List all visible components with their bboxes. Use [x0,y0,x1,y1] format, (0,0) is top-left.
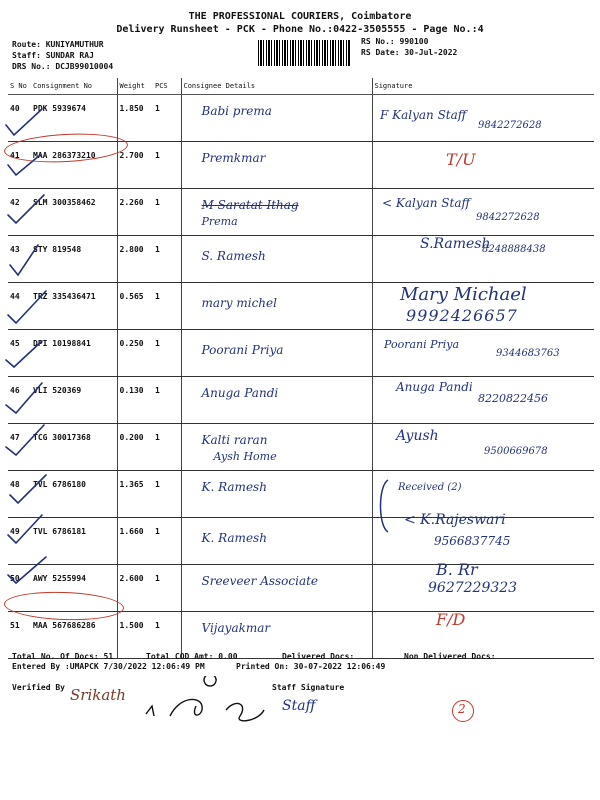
cell-weight: 2.800 [117,236,153,283]
printed-on: Printed On: 30-07-2022 12:06:49 [236,662,386,671]
page-mark: 2 [458,702,466,716]
check-icon [8,195,44,223]
cell-weight: 2.260 [117,189,153,236]
cell-consignment: VLI 520369 [31,377,117,424]
signature-44-phone: 9992426657 [406,306,518,325]
cell-consignment: MAA 567686286 [31,612,117,659]
cell-sno: 49 [8,518,31,565]
signature-42: < Kalyan Staff [382,196,471,210]
consignee-name: S. Ramesh [201,249,266,263]
consignee-name: mary michel [201,296,277,310]
cell-sno: 48 [8,471,31,518]
consignee-name: Anuga Pandi [201,386,279,400]
signature-45-phone: 9344683763 [496,348,560,359]
check-icon [10,475,46,503]
runsheet-subtitle [0,24,600,35]
cell-sno: 42 [8,189,31,236]
runsheet-title: THE PROFESSIONAL COURIERS, Coimbatore [188,11,412,22]
cell-consignee [181,424,372,471]
signature-43-phone: 8248888438 [482,244,546,255]
cell-signature [372,471,594,518]
table-row [8,236,594,283]
consignee-name-2: Prema [201,215,238,228]
cell-consignment: MAA 286373210 [31,142,117,189]
cell-consignee [181,377,372,424]
cell-pcs: 1 [153,565,181,612]
cell-consignment: TVL 6786181 [31,518,117,565]
cell-pcs: 1 [153,142,181,189]
cell-consignee [181,518,372,565]
staff-signature: Staff [282,698,316,714]
cell-consignment: AWY 5255994 [31,565,117,612]
table-header-row [8,78,594,95]
subtitle-page: - Page No.:4 [411,24,484,35]
check-icon [8,155,40,175]
consignee-name: Babi prema [201,104,272,118]
entered-by: Entered By :UMAPCK 7/30/2022 12:06:49 PM [12,662,205,671]
cell-signature [372,330,594,377]
consignee-name: Kalti raran [201,433,268,447]
table-row [8,471,594,518]
check-icon [8,291,46,323]
delivered-docs: Delivered Docs: [282,652,355,661]
col-header-weight: Weight [117,78,153,95]
cell-consignment: PDK 5939674 [31,95,117,142]
rs-date: RS Date: 30-Jul-2022 [361,48,458,57]
non-delivered-docs: Non Delivered Docs: [404,652,496,661]
signature-46-phone: 8220822456 [478,392,548,405]
check-icon [8,515,42,543]
consignee-name: Poorani Priya [201,343,284,357]
cell-consignment: DPI 10198841 [31,330,117,377]
cell-sno: 50 [8,565,31,612]
consignee-name: K. Ramesh [201,480,267,494]
cell-consignee [181,189,372,236]
rs-number: RS No.: 990100 [361,37,429,46]
cell-sno: 40 [8,95,31,142]
cell-pcs: 1 [153,330,181,377]
cell-consignment: STY 819548 [31,236,117,283]
cell-weight: 1.660 [117,518,153,565]
cell-weight: 2.600 [117,565,153,612]
signature-40-phone: 9842272628 [478,120,542,131]
signature-51: F/D [436,610,466,629]
cell-consignee [181,236,372,283]
check-icon [6,383,42,413]
cell-signature [372,142,594,189]
cell-pcs: 1 [153,424,181,471]
col-header-pcs: PCS [153,78,181,95]
col-header-consignment: Consignment No [31,78,117,95]
drs-label: DRS No.: DCJB99010004 [12,62,114,71]
route-label: Route: KUNIYAMUTHUR [12,40,104,49]
cell-pcs: 1 [153,95,181,142]
cell-consignment: TVL 6786180 [31,471,117,518]
cell-consignee [181,565,372,612]
signature-50-phone: 9627229323 [428,580,518,596]
signature-40: F Kalyan Staff [380,108,467,122]
barcode [258,40,350,66]
cell-pcs: 1 [153,471,181,518]
consignee-name: Premkmar [201,151,266,165]
signature-49-phone: 9566837745 [434,534,511,548]
cell-weight: 1.365 [117,471,153,518]
cell-pcs: 1 [153,236,181,283]
cell-weight: 2.700 [117,142,153,189]
total-cod: Total COD Amt: 0.00 [146,652,238,661]
col-header-signature: Signature [372,78,594,95]
cell-consignment: SLM 300358462 [31,189,117,236]
cell-weight: 0.200 [117,424,153,471]
signature-46: Anuga Pandi [396,380,473,394]
cell-pcs: 1 [153,283,181,330]
consignee-name: Sreeveer Associate [201,574,319,588]
bracket-mark [372,476,396,536]
col-header-sno: S No [8,78,31,95]
cell-consignee [181,95,372,142]
signature-45: Poorani Priya [384,338,460,351]
runsheet-table [8,78,594,659]
signature-42-phone: 9842272628 [476,212,540,223]
col-header-consignee: Consignee Details [181,78,372,95]
signature-47-phone: 9500669678 [484,446,548,457]
cell-sno: 44 [8,283,31,330]
consignee-name-2: Aysh Home [213,450,277,463]
verified-signature: Srikath [70,686,126,704]
cell-consignment: TCG 30017368 [31,424,117,471]
signature-49: < K.Rajeswari [404,512,506,528]
signature-50: B. Rr [436,560,478,579]
cell-weight: 0.130 [117,377,153,424]
cell-weight: 0.565 [117,283,153,330]
cell-pcs: 1 [153,518,181,565]
cell-sno: 46 [8,377,31,424]
check-icon [8,557,46,583]
tick-marks [2,95,72,695]
cell-sno: 41 [8,142,31,189]
cell-weight: 1.850 [117,95,153,142]
total-docs: Total No. Of Docs: 51 [12,652,114,661]
check-icon [10,245,38,275]
check-icon [6,109,42,135]
cell-sno: 43 [8,236,31,283]
verified-by-label: Verified By [12,683,65,692]
cell-sno: 51 [8,612,31,659]
subtitle-part: Delivery Runsheet - PCK - Phone No.:0422-3505555 [116,24,406,35]
consignee-name: Vijayakmar [201,621,271,635]
cell-weight: 1.500 [117,612,153,659]
consignee-name: M Saratat Ithag [201,198,299,212]
cell-consignee [181,330,372,377]
signature-43: S.Ramesh [420,236,491,252]
check-icon [6,341,42,367]
cell-weight: 0.250 [117,330,153,377]
cell-pcs: 1 [153,377,181,424]
cell-consignee [181,283,372,330]
signature-48: Received (2) [398,482,462,493]
cell-pcs: 1 [153,189,181,236]
cell-consignment: TRZ 335436471 [31,283,117,330]
cell-consignee [181,471,372,518]
check-icon [6,425,44,455]
consignee-name: K. Ramesh [201,531,267,545]
signature-41: T/U [446,150,476,169]
cell-sno: 47 [8,424,31,471]
cell-consignee [181,142,372,189]
staff-label: Staff: SUNDAR RAJ [12,51,94,60]
staff-signature-label: Staff Signature [272,683,345,692]
cell-sno: 45 [8,330,31,377]
staff-scribble [140,676,280,726]
cell-pcs: 1 [153,612,181,659]
signature-47: Ayush [396,428,439,444]
signature-44: Mary Michael [400,284,527,305]
